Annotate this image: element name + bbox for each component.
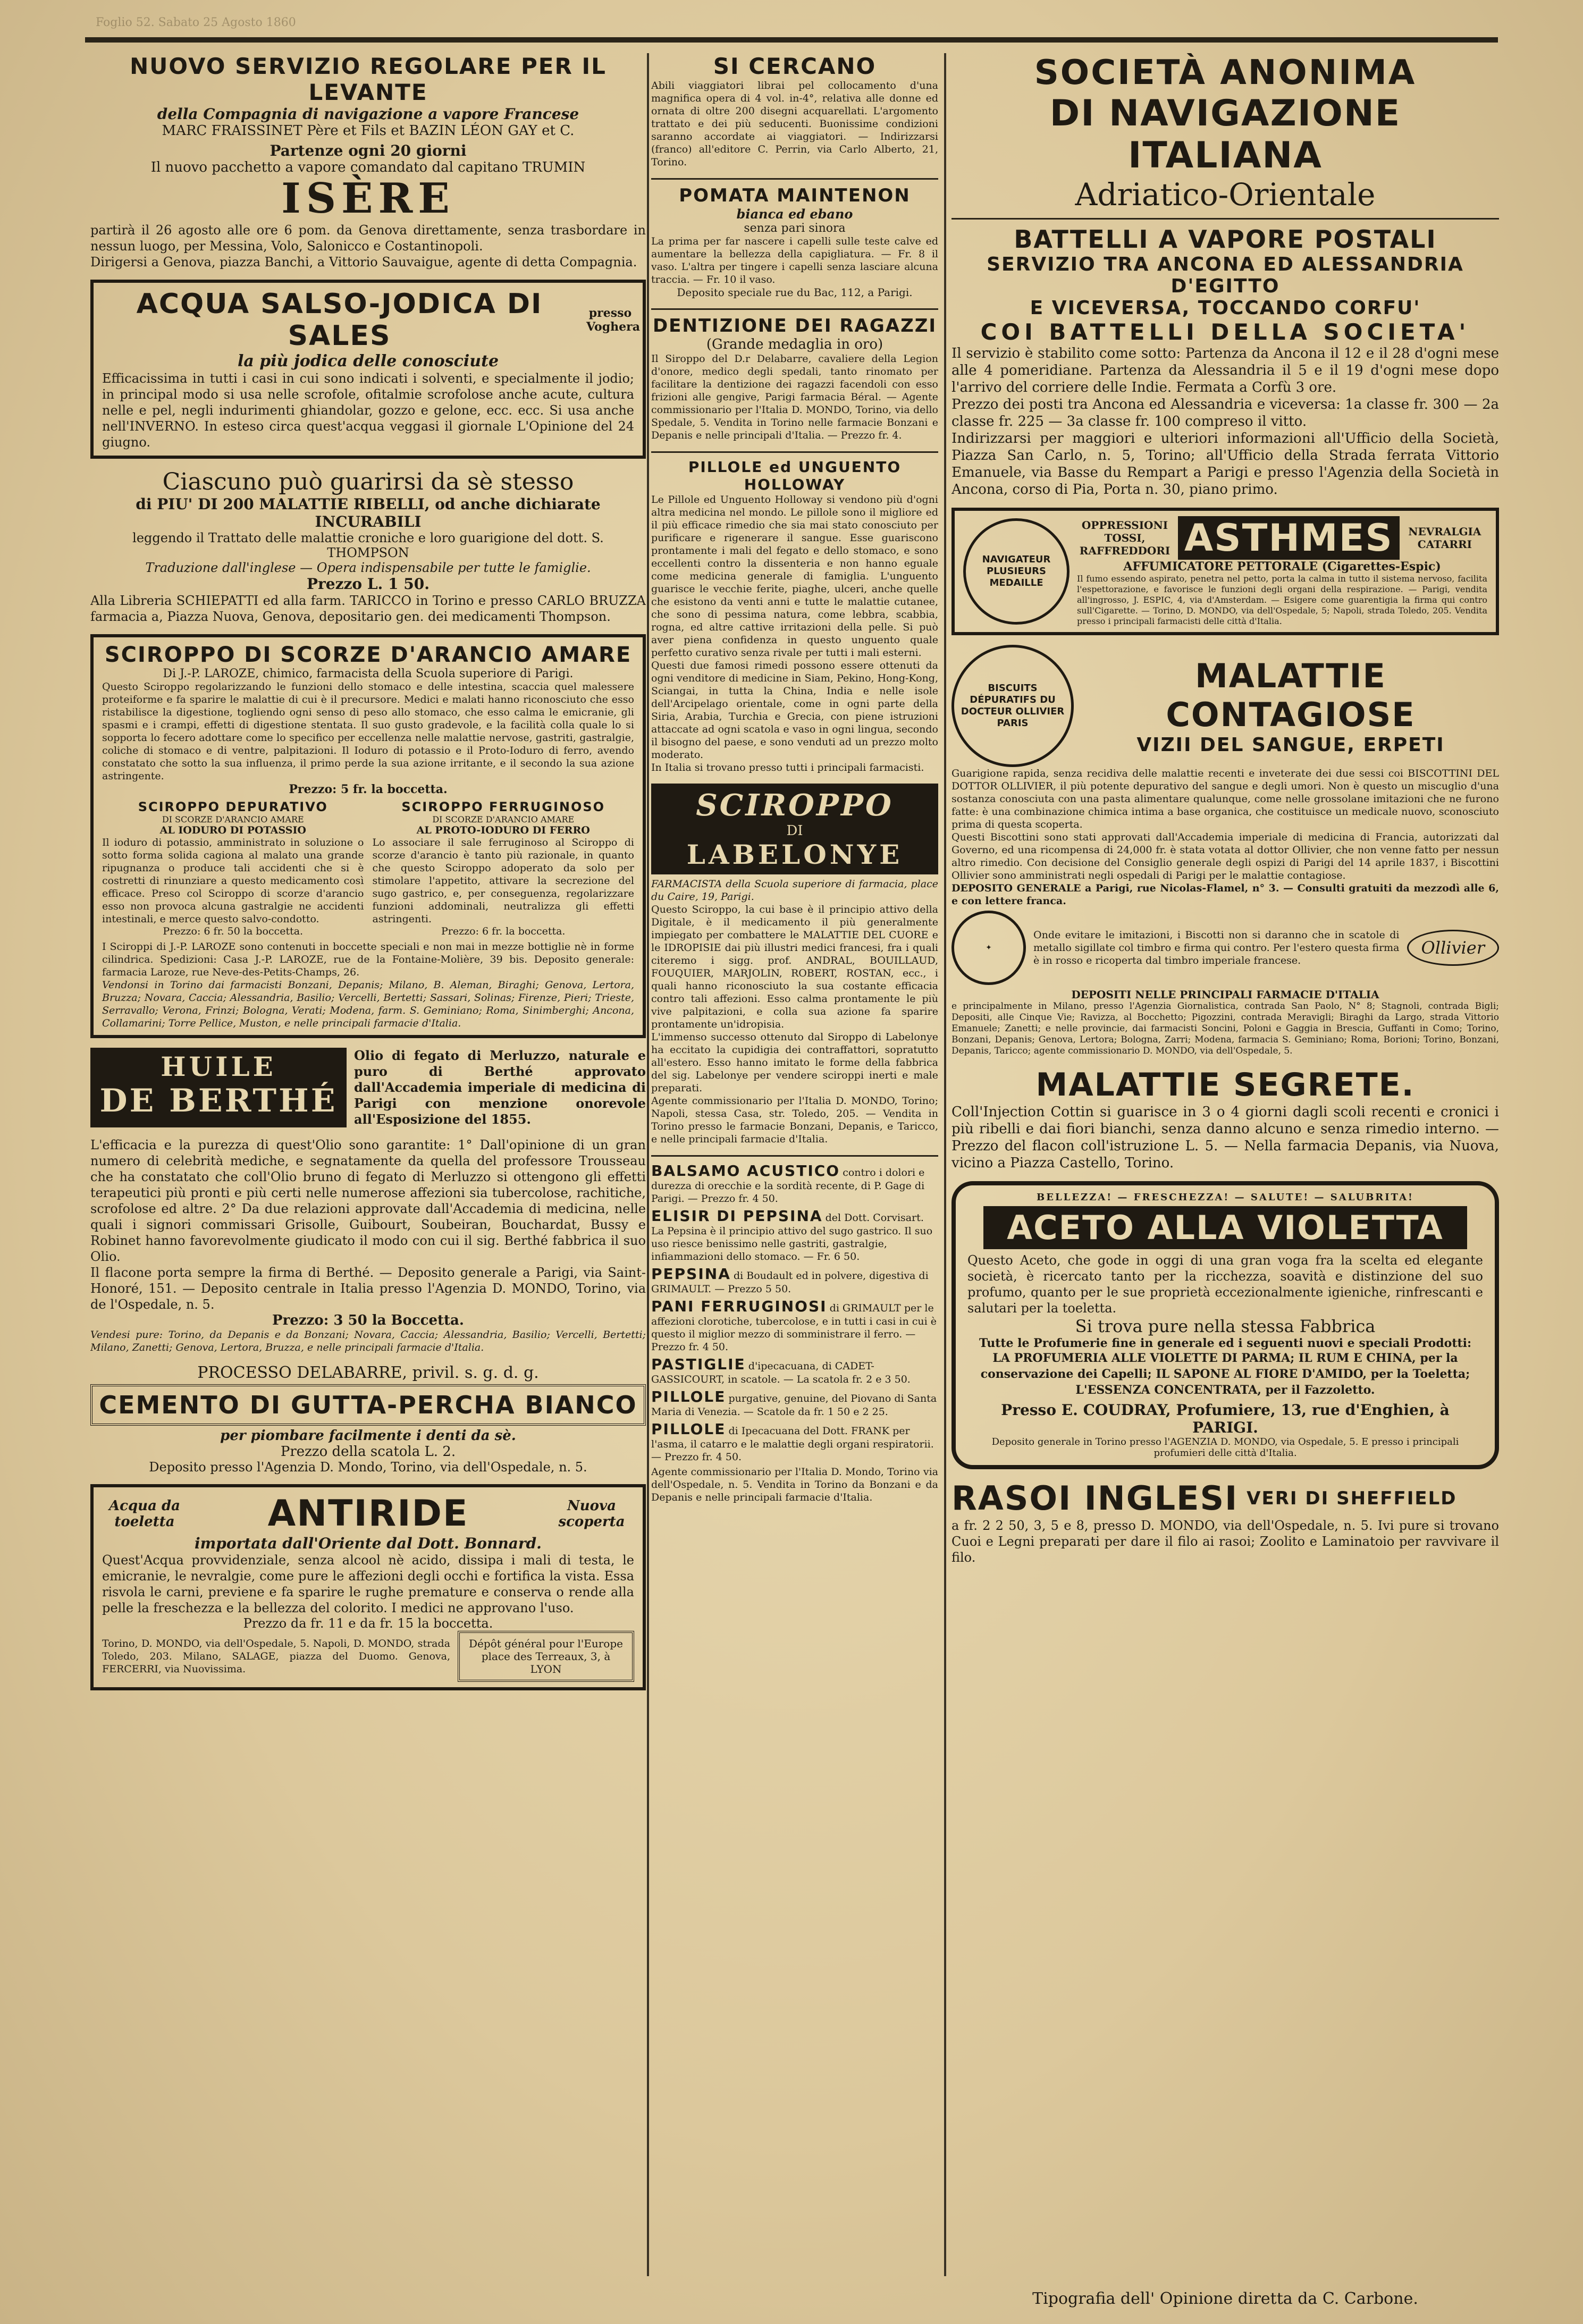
labelonye-logo xyxy=(651,784,938,874)
ad-body: Il fumo essendo aspirato, penetra nel petto, porta la calma in tutto il sistema nervoso, facilita l'espettorazione, e favorisce le funzioni degli organi della respirazione. — Parigi, vendita all'ingrosso, J. ESPIC, 4, via d'Amsterdam. — Esigere come guarentigia la firma qui contro sull'Cigarette. — Torino, D. MONDO, via dell'Ospedale, 5; Napoli, strada Toledo, 205. Vendita presso i principali farmacisti delle città d'Italia. xyxy=(1077,574,1487,626)
small-ad-text: di Boudault ed in polvere, digestiva di GRIMAULT. — Prezzo 5 50. xyxy=(651,1270,929,1295)
ad-holloway xyxy=(651,458,938,774)
logo-line2: DI xyxy=(786,823,803,839)
small-ad-title: PILLOLE xyxy=(651,1388,726,1405)
ad-nat-title: DEPOSITI NELLE PRINCIPALI FARMACIE D'ITALIA xyxy=(1071,988,1379,1001)
ad-body2: Questi Biscottini sono stati approvati dall'Accademia imperiale di medicina di Francia, autorizzati dal Governo, ed una ricompensa di 24,000 fr. è stata votata al dottor Ollivier, che non venne fatto per nessun altro rimedio. Con decisione del Consiglio generale degli ospizi di Parigi del 14 aprile 1837, i Biscottini Ollivier sono amministrati negli ospedali di Parigi per le malattie contagiose. xyxy=(952,831,1499,881)
small-ad-title: BALSAMO ACUSTICO xyxy=(651,1162,840,1180)
ad-body: partirà il 26 agosto alle ore 6 pom. da Genova direttamente, senza trasbordare in nessun luogo, per Messina, Volo, Salonicco e Costantinopoli. xyxy=(90,223,646,254)
small-ad-text: d'ipecacuana, di CADET-GASSICOURT, in scatole. — La scatola fr. 2 e 3 50. xyxy=(651,1360,911,1385)
ad-footer: I Sciroppi di J.-P. LAROZE sono contenuti in boccette speciali e non mai in mezze bottiglie nè in forme cilindrica. Spedizioni: Casa J.-P. LAROZE, rue de la Fontaine-Molière, 39 bis. Deposito generale: farmacia Laroze, rue Neve-des-Petits-Champs, 26. xyxy=(102,941,634,978)
ollivier-seal: BISCUITS DÉPURATIFS DU DOCTEUR OLLIVIER PARIS xyxy=(952,645,1074,767)
ad-coi: COI BATTELLI DELLA SOCIETA' xyxy=(980,319,1470,345)
ad-place: presso Voghera xyxy=(586,306,640,334)
huile-logo xyxy=(90,1048,347,1127)
ad-pomata xyxy=(651,185,938,299)
ollivier-stamp-icon: ✦ xyxy=(952,911,1026,985)
divider xyxy=(651,1155,938,1157)
ad-maker: Presso E. COUDRAY, Profumiere, 13, rue d'Enghien, à PARIGI. xyxy=(1001,1401,1450,1436)
ad-pre: PROCESSO DELABARRE, privil. s. g. d. g. xyxy=(197,1363,539,1382)
ad-body: Le Pillole ed Unguento Holloway si vendono più d'ogni altra medicina nel mondo. Le pillole sono il migliore ed il più efficace rimedio che sia mai stato conosciuto per purificare e rigenerare il sangue. Esse guariscono prontamente i mali del fegato e dello stomaco, e sono eccellenti contro la dissenteria e non hanno eguale come medicina generale di famiglia. L'unguento guarisce le vecchie ferite, piaghe, ulceri, anche quelle che esistono da venti anni e tutte le malattie cutanee, che sono di pessima natura, come lebbra, scabbia, rogna, ed altre cattive irritazioni della pelle. Si può aver piena confidenza in questo unguento quale perfetto curativo senza rivale per tutti i mali esterni. xyxy=(651,494,938,659)
ad-fab-sub: Tutte le Profumerie fine in generale ed i seguenti nuovi e speciali Prodotti: xyxy=(979,1336,1472,1350)
logo-line3: LABELONYE xyxy=(686,839,903,870)
divider xyxy=(651,308,938,310)
ad-body: Il Siroppo del D.r Delabarre, cavaliere della Legion d'onore, medico degli spedali, tanto rinomato per facilitare la dentizione dei ragazzi facendoli con esso frizioni alle gengive, Parigi farmacia Béral. — Agente commissionario per l'Italia D. MONDO, Torino, via dello Spedale, 5. Vendita in Torino nelle farmacie Bonzani e Depanis e nelle principali d'Italia. — Prezzo fr. 4. xyxy=(651,353,938,441)
ad-items: LA PROFUMERIA ALLE VIOLETTE DI PARMA; IL RUM E CHINA, per la conservazione dei Capelli; IL SAPONE AL FIORE D'AMIDO, per la Toeletta; L'ESSENZA CONCENTRATA, per il Fazzoletto. xyxy=(980,1351,1470,1397)
ad-title: ACQUA SALSO-JODICA DI SALES xyxy=(136,288,543,352)
left-column xyxy=(90,53,646,2276)
ad-top: BELLEZZA! — FRESCHEZZA! — SALUTE! — SALUBRITA! xyxy=(1037,1192,1414,1203)
ad-title: DENTIZIONE DEI RAGAZZI xyxy=(652,315,937,336)
ad-title3: Adriatico-Orientale xyxy=(1075,176,1376,213)
small-ad-title: PILLOLE xyxy=(651,1420,726,1438)
ad-price: Prezzo: 3 50 la Boccetta. xyxy=(272,1312,464,1328)
ad-body: L'efficacia e la purezza di quest'Olio sono garantite: 1° Dall'opinione di un gran numero di celebrità mediche, e segnatamente da quella del professore Trousseau che ha constatato che coll'Olio bruno di fegato di Merluzzo si ottengono gli effetti terapeutici più pronti e più certi nelle numerose affezioni sia tubercolose, rachitiche, scrofolose ed altre. 2° Da due relazioni approvate dall'Accademia di medicina, nelle quali i signori commissari Grisolle, Guibourt, Soubeiran, Bouchardat, Bussy e Robinet hanno favorevolmente giudicato il modo con cui il sig. Berthé fabbrica il suo Olio. xyxy=(90,1138,646,1264)
small-ads xyxy=(651,1162,938,1504)
small-ad-text: purgative, genuine, del Piovano di Santa Maria di Venezia. — Scatole da fr. 1 50 e 2 25. xyxy=(651,1393,937,1418)
ad-si-cercano xyxy=(651,53,938,169)
ad-shops: Torino, D. MONDO, via dell'Ospedale, 5. Napoli, D. MONDO, strada Toledo, 203. Milano, SALAGE, piazza del Duomo. Genova, FERCERRI, via Nuovissima. xyxy=(102,1638,450,1675)
ad-fab: Si trova pure nella stessa Fabbrica xyxy=(1075,1316,1376,1336)
small-ad-title: PEPSINA xyxy=(651,1265,731,1283)
ad-cemento xyxy=(90,1363,646,1475)
ad-sub: (Grande medaglia in oro) xyxy=(706,336,883,352)
ad-battelli: BATTELLI A VAPORE POSTALI xyxy=(1014,225,1437,254)
ad-sub2: senza pari sinora xyxy=(744,222,846,235)
ad-title: MALATTIE CONTAGIOSE xyxy=(1166,656,1416,734)
ad-subtitle: della Compagnia di navigazione a vapore Francese xyxy=(157,105,579,123)
top-rule xyxy=(85,37,1498,43)
ad-asthmes xyxy=(952,508,1499,635)
ad-levante xyxy=(90,53,646,270)
ad-tagline: la più jodica delle conosciute xyxy=(237,352,499,371)
ad-intro: Il nuovo pacchetto a vapore comandato dal capitano TRUMIN xyxy=(150,159,586,175)
ad-left: Acqua da toeletta xyxy=(108,1497,180,1530)
ad-title: CEMENTO DI GUTTA-PERCHA BIANCO xyxy=(90,1384,646,1426)
ad-rasoi xyxy=(952,1479,1499,1565)
ad-title: MALATTIE SEGRETE. xyxy=(1035,1066,1415,1104)
ad-aceto xyxy=(952,1181,1499,1469)
ship-name: ISÈRE xyxy=(281,174,455,223)
ad-sciroppo-laroze xyxy=(90,634,646,1038)
ad-price: Prezzo della scatola L. 2. xyxy=(280,1444,456,1460)
ad-title: ASTHMES xyxy=(1178,516,1400,560)
ad-body3: In Italia si trovano presso tutti i principali farmacisti. xyxy=(651,762,924,773)
ad-body: leggendo il Trattato delle malattie croniche e loro guarigione del dott. S. THOMPSON xyxy=(132,531,604,560)
sub-title: SCIROPPO FERRUGINOSO xyxy=(401,799,605,814)
ad-title: Ciascuno può guarirsi da sè stesso xyxy=(162,468,574,495)
ollivier-signature: Ollivier xyxy=(1407,930,1499,966)
ad-segrete xyxy=(952,1066,1499,1172)
ad-title: POMATA MAINTENON xyxy=(679,185,911,206)
small-ad xyxy=(651,1265,938,1295)
ad-servizio: SERVIZIO TRA ANCONA ED ALESSANDRIA D'EGITTO xyxy=(987,254,1464,297)
ad-right: Nuova scoperta xyxy=(558,1497,625,1530)
ad-depot: Dépôt général pour l'Europe place des Terreaux, 3, à LYON xyxy=(458,1631,634,1682)
sub-body: Lo associare il sale ferruginoso al Sciroppo di scorze d'arancio è tanto più razionale, in quanto che questo Sciroppo adoperato da solo per stimolare l'appetito, attivare la secrezione del sugo gastrico, e, per conseguenza, regolarizzare funzioni addominali, neutralizza gli effetti astringenti. xyxy=(372,837,634,925)
ad-sub: importata dall'Oriente dal Dott. Bonnard. xyxy=(195,1535,542,1552)
ad-title: SCIROPPO DI SCORZE D'ARANCIO AMARE xyxy=(104,643,632,667)
ad-agents: Vendonsi in Torino dai farmacisti Bonzani, Depanis; Milano, B. Aleman, Biraghi; Genova, Lertora, Bruzza; Novara, Caccia; Alessandria, Basilio; Vercelli, Bertetti; Sassari, Solinas; Firenze, Pieri; Trieste, Serravallo; Verona, Frinzi; Bologna, Verati; Modena, farm. S. Geminiano; Roma, Sinimberghi; Ancona, Collamarini; Torre Pellice, Muston, e nelle principali farmacie d'Italia. xyxy=(102,979,634,1029)
ad-thompson xyxy=(90,468,646,625)
ad-title: SI CERCANO xyxy=(713,53,877,79)
ad-body: Efficacissima in tutti i casi in cui sono indicati i solventi, e specialmente il jodio; in principal modo si usa nelle scrofole, ofitalmie scrofolose anche acute, cultura nelle e pel, negli indurimenti ghiandolar, gozzo e gelone, ecc. ecc. Si usa anche nell'INVERNO. In esteso circa quest'acqua veggasi il giornale L'Opinione del 24 giugno. xyxy=(102,371,634,450)
sub-body: Il ioduro di potassio, amministrato in soluzione o sotto forma solida cagiona al malato una grande ripugnanza o produce tali accidenti che si è costretti di rinunziare a questo medicamento così efficace. Preso col Sciroppo di scorze d'arancio esso non provoca alcuna gastralgie ne accidenti intestinali, e merce questo salvo-condotto. xyxy=(102,837,364,925)
ad-sub: bianca ed ebano xyxy=(736,206,853,222)
ad-body: Questo Sciroppo, la cui base è il principio attivo della Digitale, è il medicamento il più generalmente impiegato per combattere le MALATTIE DEL CUORE e le IDROPISIE dai più illustri medici francesi, fra i quali citeremo i sigg. prof. ANDRAL, BOUILLAUD, FOUQUIER, MARJOLIN, ROBERT, ROSTAN, ecc., i quali hanno riconosciuto la sua costante efficacia contro tali affezioni. Esso calma prontamente le più vive palpitazioni, e colla sua azione fa sparire prontamente un'idropisia. xyxy=(651,904,938,1030)
sub-sub: DI SCORZE D'ARANCIO AMARE xyxy=(432,814,575,824)
small-ad xyxy=(651,1162,938,1205)
ad-price: Prezzo: 5 fr. la boccetta. xyxy=(289,782,448,796)
ad-depot: Deposito presso l'Agenzia D. Mondo, Torino, via dell'Ospedale, n. 5. xyxy=(149,1460,587,1475)
ad-antiride xyxy=(90,1484,646,1690)
ad-title: ACETO ALLA VIOLETTA xyxy=(983,1206,1467,1249)
printer-imprint: Tipografia dell' Opinione diretta da C. Carbone. xyxy=(1032,2289,1418,2308)
ad-huile-berthe xyxy=(90,1048,646,1127)
ad-societa xyxy=(952,53,1499,498)
small-ad xyxy=(651,1355,938,1386)
column-rule xyxy=(647,53,649,2276)
ad-translation: Traduzione dall'inglese — Opera indispensabile per tutte le famiglie. xyxy=(145,560,591,575)
ad-ollivier xyxy=(952,645,1499,1057)
ad-subtitle: di PIU' DI 200 MALATTIE RIBELLI, od anche dichiarate INCURABILI xyxy=(136,495,601,531)
ad-agent: Dirigersi a Genova, piazza Banchi, a Vittorio Sauvaigue, agente di detta Compagnia. xyxy=(90,255,637,270)
logo-line1: SCIROPPO xyxy=(696,788,894,823)
ad-body: Questo Aceto, che gode in oggi di una gran voga fra la scelta ed elegante società, è ricercato tanto per la ricchezza, soavità e distinzione del suo profumo, quanto per le sue proprietà eccezionalmente igieniche, rinfrescanti e salutari per la toeletta. xyxy=(967,1253,1483,1316)
ad-right: NEVRALGIA CATARRI xyxy=(1408,525,1481,551)
ad-sub: VIZII DEL SANGUE, ERPETI xyxy=(1136,734,1445,756)
ad-shops: Alla Libreria SCHIEPATTI ed alla farm. TARICCO in Torino e presso CARLO BRUZZA farmacia a, Piazza Nuova, Genova, depositario gen. dei medicamenti Thompson. xyxy=(90,593,646,624)
ad-acqua-sales xyxy=(90,280,646,459)
sub-sub2: AL PROTO-IODURO DI FERRO xyxy=(416,824,590,836)
small-ad xyxy=(651,1298,938,1353)
ad-depot: Deposito speciale rue du Bac, 112, a Parigi. xyxy=(677,286,913,299)
depurativo xyxy=(102,799,364,937)
small-ad-title: PANI FERRUGINOSI xyxy=(651,1298,827,1315)
ad-agents: Vendesi pure: Torino, da Depanis e da Bonzani; Novara, Caccia; Alessandria, Basilio; Vercelli, Bertetti; Milano, Zanetti; Genova, Lertora, Bruzza, e nelle principali farmacie d'Italia. xyxy=(90,1329,646,1353)
ad-agent: Agente commissionario per l'Italia D. MONDO, Torino; Napoli, stessa Casa, str. Toledo, 205. — Vendita in Torino presso le farmacie Bonzani, Depanis, e Taricco, e nelle principali farmacie d'Italia. xyxy=(651,1095,938,1145)
ad-depot: Il flacone porta sempre la firma di Berthé. — Deposito generale a Parigi, via Saint-Honoré, 151. — Deposito centrale in Italia presso l'Agenzia D. MONDO, Torino, via de l'Ospedale, n. 5. xyxy=(90,1265,646,1312)
column-rule xyxy=(944,53,946,2276)
ad-nat-body: e principalmente in Milano, presso l'Agenzia Giornalistica, contrada San Paolo, N° 8; Stagnoli, contrada Bigli; Depositi, alle Cinque Vie; Ravizza, al Bocchetto; Pigozzini, contrada Meravigli; Biraghi da Largo, strada Vittorio Emanuele; Zanetti; e nelle provincie, dai farmacisti Soncini, Poloni e Gaggia in Brescia, Guffanti in Como; Torino, Bonzani, Depanis; Genova, Lertora; Bologna, Zarri; Modena, farmacia S. Geminiano; Roma, Borioni; Torino, Bonzani, Depanis, Taricco; agente commissionario D. MONDO, via dell'Ospedale, 5. xyxy=(952,1001,1499,1056)
ad-prices: Prezzo dei posti tra Ancona ed Alessandria e viceversa: 1a classe fr. 300 — 2a classe fr. 225 — 3a classe fr. 100 compreso il vitto. xyxy=(952,397,1499,430)
sub-sub: DI SCORZE D'ARANCIO AMARE xyxy=(162,814,304,824)
ad-title: RASOI INGLESI xyxy=(952,1479,1239,1518)
ad-schedule: Partenze ogni 20 giorni xyxy=(270,142,467,159)
small-ad-text: di GRIMAULT per le affezioni clorotiche, tubercolose, e in tutti i casi in cui è questo il miglior mezzo di somministrare il ferro. — Prezzo fr. 4 50. xyxy=(651,1302,937,1353)
small-ad xyxy=(651,1420,938,1463)
ad-contact: Indirizzarsi per maggiori e ulteriori informazioni all'Ufficio della Società, Piazza San Carlo, n. 5, Torino; all'Ufficio della Strada ferrata Vittorio Emanuele, via Basse du Rempart a Parigi e presso l'Agenzia della Società in Ancona, corso di Pia, Porta n. 30, piano primo. xyxy=(952,431,1499,498)
ad-body: Questo Sciroppo regolarizzando le funzioni dello stomaco e delle intestina, scaccia quel malessere proteiforme e fa sparire le malattie di cui è il precursore. Medici e malati hanno riconosciuto che esso ristabilisce la digestione, togliendo ogni senso di peso allo stomaco, che esso calma le emicranie, gli spasmi e i crampi, effetti di digestione stentata. Il suo gusto gradevole, e la facilità colla quale lo si sopporta lo fecero adottare come lo specifico per eccellenza nelle malattie nervose, gastriti, gastralgie, coliche di stomaco e di ventre, palpitazioni. Il Ioduro di potassio e il Proto-Ioduro di ferro, avendo constatato che sotto la sua influenza, il primo perde la sua azione irritante, e il secondo la sua azione astringente. xyxy=(102,681,634,782)
ad-body: Abili viaggiatori librai pel collocamento d'una magnifica opera di 4 vol. in-4°, relativa alle donne ed ornata di oltre 200 disegni acquarellati. L'argomento trattato e dei più seducenti. Buonissime condizioni saranno accordate ai viaggiatori. — Indirizzarsi (franco) all'editore C. Perrin, via Carlo Alberto, 21, Torino. xyxy=(651,80,938,168)
right-column xyxy=(952,53,1499,2276)
ad-price: Prezzo da fr. 11 e da fr. 15 la boccetta. xyxy=(243,1616,493,1631)
masthead-strip: Foglio 52. Sabato 25 Agosto 1860 xyxy=(96,16,296,29)
ad-warn: Onde evitare le imitazioni, i Biscotti non si daranno che in scatole di metallo sigillate col timbro e firma qui contro. Per l'estero questa firma è in rosso e ricoperta dal timbro imperiale francese. xyxy=(1033,929,1400,966)
ad-agent: Deposito generale in Torino presso l'AGENZIA D. MONDO, via Ospedale, 5. E presso i principali profumieri delle città d'Italia. xyxy=(991,1436,1459,1459)
ad-dentizione xyxy=(651,315,938,442)
ad-labelonye xyxy=(651,784,938,1146)
ad-title2: DI NAVIGAZIONE ITALIANA xyxy=(1049,92,1401,176)
ad-body: Quest'Acqua provvidenziale, senza alcool nè acido, dissipa i mali di testa, le emicranie, le nevralgie, come pure le affezioni degli occhi e fortifica la vista. Essa risvola le carni, previene e fa sparire le rughe premature e conserva o rende alla pelle la freschezza e la bellezza del colorito. I medici ne approvano l'uso. xyxy=(102,1553,634,1615)
ad-body2: Questi due famosi rimedi possono essere ottenuti da ogni venditore di medicine in Siam, Pekino, Hong-Kong, Sciangai, in tutta la China, India e nelle isole dell'Arcipelago orientale, come in ogni parte della Siria, Arabia, Turchia e Grecia, con piene istruzioni attaccate ad ogni scatola e vaso in ogni lingua, secondo il bisogno del paese, e sono venduti ad un prezzo molto moderato. xyxy=(651,660,938,761)
ad-author: Di J.-P. LAROZE, chimico, farmacista della Scuola superiore di Parigi. xyxy=(163,667,574,680)
small-ad-text: di Ipecacuana del Dott. FRANK per l'asma, il catarro e le malattie degli organi respiratorii. — Prezzo fr. 4 50. xyxy=(651,1425,934,1463)
ad-heading: Olio di fegato di Merluzzo, naturale e puro di Berthé approvato dall'Accademia imperiale di medicina di Parigi con menzione onorevole all'Esposizione del 1855. xyxy=(354,1048,646,1127)
ferruginoso xyxy=(373,799,635,937)
ad-huile-body xyxy=(90,1137,646,1354)
ad-sub: per piombare facilmente i denti da sè. xyxy=(220,1428,516,1444)
sub-price: Prezzo: 6 fr. 50 la boccetta. xyxy=(163,925,304,937)
ad-title: PILLOLE ed UNGUENTO HOLLOWAY xyxy=(688,458,902,493)
logo-line2: DE BERTHÉ xyxy=(99,1082,338,1119)
middle-column xyxy=(651,53,938,2276)
small-ad-text: del Dott. Corvisart. La Pepsina è il principio attivo del sugo gastrico. Il suo uso riesce benissimo nelle gastriti, gastralgie, infiammazioni dello stomaco. — Fr. 6 50. xyxy=(651,1212,933,1262)
small-ad xyxy=(651,1388,938,1418)
ad-body: Guarigione rapida, senza recidiva delle malattie recenti e inveterate dei due sessi coi BISCOTTINI DEL DOTTOR OLLIVIER, il più potente depurativo del sangue e degli umori. Non è questo un miscuglio d'una sostanza conosciuta con una pasta alimentare qualunque, come nelle grossolane imitazioni che ne furono fatte: è una combinazione chimica intima a base organica, che costituisce un medicale nuovo, sconosciuto prima di questa scoperta. xyxy=(952,768,1499,830)
ad-sub: AFFUMICATORE PETTORALE (Cigarettes-Espic) xyxy=(1123,560,1441,574)
ad-body2: L'immenso successo ottenuto dal Siroppo di Labelonye ha eccitato la cupidigia dei contraffattori, sopratutto all'estero. Esso hanno imitato le forme della fabbrica del sig. Labelonye per vendere sciroppi inerti e male preparati. xyxy=(651,1031,938,1094)
ad-body: Il servizio è stabilito come sotto: Partenza da Ancona il 12 e il 28 d'ogni mese alle 4 pomeridiane. Partenza da Alessandria il 5 e il 19 d'ogni mese dopo l'arrivo del corriere delle Indie. Fermata a Corfù 3 ore. xyxy=(952,346,1499,395)
small-ad-title: ELISIR DI PEPSINA xyxy=(651,1207,823,1225)
divider xyxy=(651,451,938,453)
divider xyxy=(952,218,1499,220)
ad-body: a fr. 2 2 50, 3, 5 e 8, presso D. MONDO, via dell'Ospedale, n. 5. Ivi pure si trovano Cuoi e Legni preparati per dare il filo ai rasoi; Zoolito e Laminatoio per ravvivare il filo. xyxy=(952,1518,1499,1565)
small-ad-text: contro i dolori e durezza di orecchie e la sordità recente, di P. Gage di Parigi. — Prezzo fr. 4 50. xyxy=(651,1167,925,1205)
small-ad-title: PASTIGLIE xyxy=(651,1355,746,1373)
ad-body: La prima per far nascere i capelli sulle teste calve ed aumentare la bellezza della capigliatura. — Fr. 8 il vaso. L'altra per tingere i capelli senza lasciare alcuna traccia. — Fr. 10 il vaso. xyxy=(651,235,938,285)
ad-title1: SOCIETÀ ANONIMA xyxy=(1034,53,1417,92)
divider xyxy=(651,178,938,180)
ad-left: OPPRESSIONI TOSSI, RAFFREDDORI xyxy=(1079,519,1171,557)
ad-title2: VERI DI SHEFFIELD xyxy=(1247,1487,1457,1509)
sub-sub2: AL IODURO DI POTASSIO xyxy=(159,824,306,836)
ad-price: Prezzo L. 1 50. xyxy=(307,575,430,593)
ad-title: NUOVO SERVIZIO REGOLARE PER IL LEVANTE xyxy=(130,53,607,105)
ad-author: FARMACISTA della Scuola superiore di farmacia, place du Caire, 19, Parigi. xyxy=(651,878,938,903)
small-ads-agent: Agente commissionario per l'Italia D. Mondo, Torino via dell'Ospedale, n. 5. Vendita in Torino da Bonzani e da Depanis e nelle principali farmacie d'Italia. xyxy=(651,1466,938,1503)
small-ad xyxy=(651,1207,938,1263)
ad-body: Coll'Injection Cottin si guarisce in 3 o 4 giorni dagli scoli recenti e cronici i più ribelli e dai fiori bianchi, senza danno alcuno e senza rimedio interno. — Prezzo del flacon coll'istruzione L. 5. — Nella farmacia Depanis, via Nuova, vicino a Piazza Castello, Torino. xyxy=(952,1104,1499,1171)
logo-line1: HUILE xyxy=(161,1051,276,1082)
ad-owners: MARC FRAISSINET Père et Fils et BAZIN LÉON GAY et C. xyxy=(162,123,575,139)
ad-viceversa: E VICEVERSA, TOCCANDO CORFU' xyxy=(1030,297,1421,319)
ad-depot: DEPOSITO GENERALE a Parigi, rue Nicolas-Flamel, n° 3. — Consulti gratuiti da mezzodì alle 6, e con lettere franca. xyxy=(952,882,1499,907)
sub-title: SCIROPPO DEPURATIVO xyxy=(138,799,328,814)
navigator-seal: NAVIGATEUR PLUSIEURS MEDAILLE xyxy=(963,518,1070,625)
sub-price: Prezzo: 6 fr. la boccetta. xyxy=(441,925,566,937)
ad-title: ANTIRIDE xyxy=(267,1493,469,1535)
